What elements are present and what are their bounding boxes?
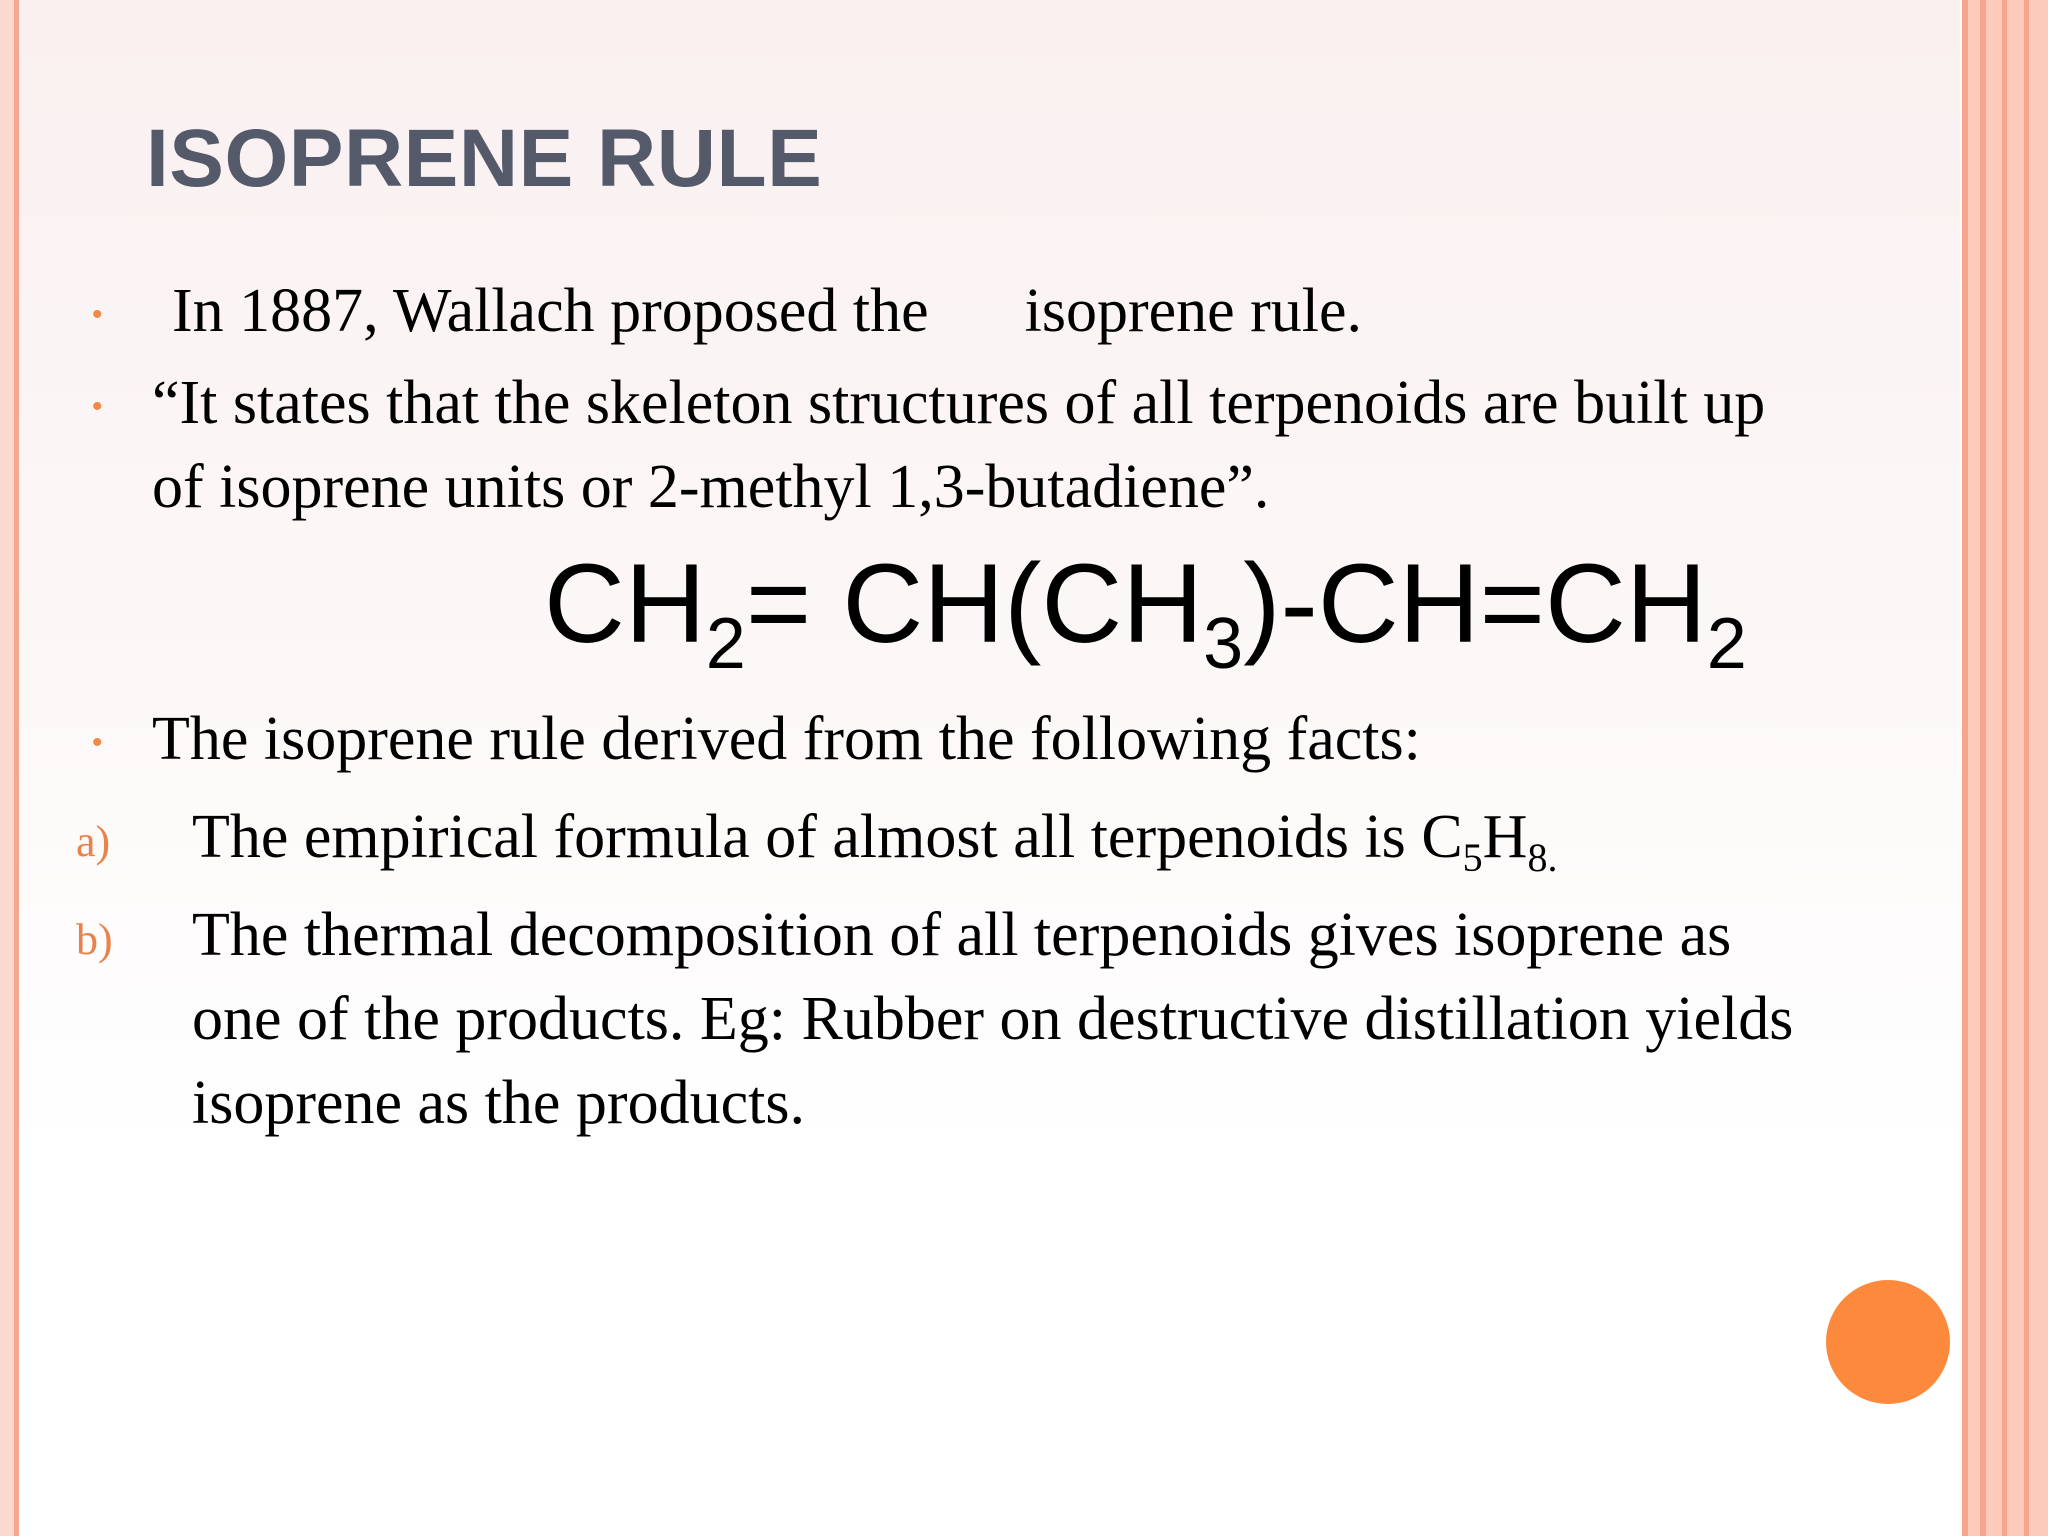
formula-part: )-CH=CH bbox=[1243, 541, 1707, 666]
list-marker-b: b) bbox=[76, 915, 113, 964]
decorative-circle bbox=[1826, 1280, 1950, 1404]
bullet-1-part1: In 1887, Wallach proposed the bbox=[172, 277, 929, 345]
fact-b-line-1: The thermal decomposition of all terpenoids gives isoprene as bbox=[192, 901, 1732, 969]
bullet-1-part2: isoprene rule. bbox=[1024, 277, 1363, 345]
bullet-dot: • bbox=[92, 726, 103, 759]
bullet-dot: • bbox=[92, 298, 103, 331]
slide-title: ISOPRENE RULE bbox=[146, 113, 823, 204]
bullet-2-line-2: of isoprene units or 2-methyl 1,3-butadiene”. bbox=[152, 453, 1270, 521]
formula-part: CH bbox=[544, 541, 706, 666]
formula-subscript: 3 bbox=[1203, 604, 1244, 684]
fact-a-main: The empirical formula of almost all terpenoids is C bbox=[192, 803, 1463, 871]
fact-a-subscript-2: 8. bbox=[1527, 835, 1558, 880]
bullet-text-1 bbox=[172, 277, 1363, 345]
border-stripe bbox=[1962, 0, 1968, 1536]
fact-a-text bbox=[192, 803, 1558, 880]
bullet-3-text: The isoprene rule derived from the following facts: bbox=[152, 705, 1421, 773]
formula-subscript: 2 bbox=[705, 604, 746, 684]
right-border-decoration bbox=[1962, 0, 2048, 1536]
fact-a-subscript-1: 5 bbox=[1462, 835, 1483, 880]
list-marker-a: a) bbox=[76, 817, 111, 866]
bullet-dot: • bbox=[92, 390, 103, 423]
formula-subscript: 2 bbox=[1706, 604, 1747, 684]
isoprene-formula bbox=[544, 541, 1747, 684]
formula-part: = CH(CH bbox=[745, 541, 1204, 666]
border-stripe bbox=[1980, 0, 1986, 1536]
fact-b-line-2: one of the products. Eg: Rubber on destructive distillation yields bbox=[192, 985, 1794, 1053]
border-stripe bbox=[2024, 0, 2029, 1536]
border-stripe bbox=[2002, 0, 2007, 1536]
left-border-decoration bbox=[0, 0, 18, 1536]
fact-b-line-3: isoprene as the products. bbox=[192, 1069, 805, 1137]
bullet-2-line-1: “It states that the skeleton structures of all terpenoids are built up bbox=[152, 369, 1766, 437]
fact-a-mid: H bbox=[1482, 803, 1528, 871]
